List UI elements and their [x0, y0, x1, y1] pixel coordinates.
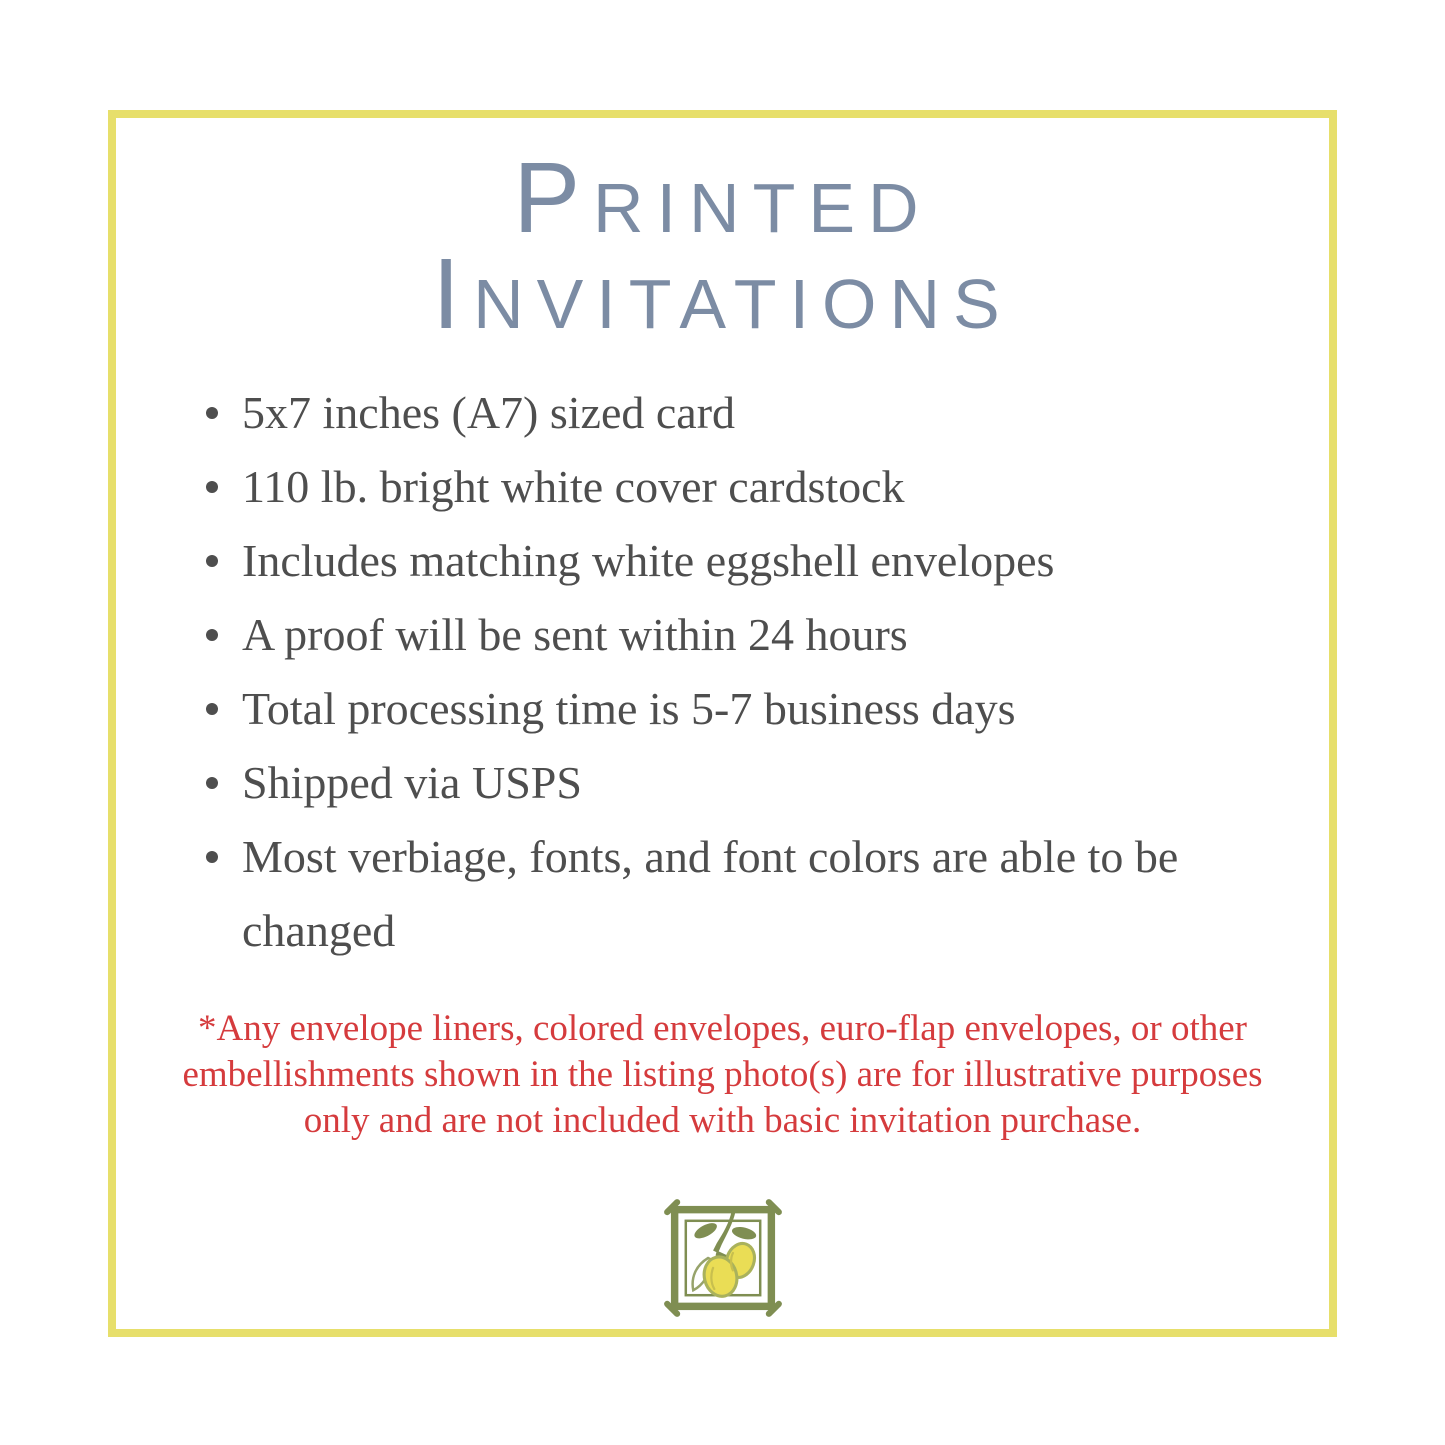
lemons-icon [700, 1240, 759, 1300]
disclaimer-line: embellishments shown in the listing photo(s) are for illustrative purposes [182, 1054, 1263, 1095]
list-item: Total processing time is 5-7 business days [206, 672, 1270, 746]
list-item: Shipped via USPS [206, 746, 1270, 820]
title-line-2: Invitations [432, 238, 1013, 350]
disclaimer-line: only and are not included with basic invitation purchase. [303, 1100, 1142, 1141]
page-title [0, 142, 1445, 350]
feature-list [206, 376, 1270, 968]
list-item: Most verbiage, fonts, and font colors are able to be changed [206, 820, 1270, 968]
list-item: 5x7 inches (A7) sized card [206, 376, 1270, 450]
list-item: 110 lb. bright white cover cardstock [206, 450, 1270, 524]
list-item: A proof will be sent within 24 hours [206, 598, 1270, 672]
list-item: Includes matching white eggshell envelopes [206, 524, 1270, 598]
disclaimer-note [120, 1006, 1325, 1144]
disclaimer-line: *Any envelope liners, colored envelopes, euro-flap envelopes, or other [198, 1008, 1247, 1049]
title-line-1: Printed [513, 142, 932, 254]
lemon-logo-icon [661, 1196, 785, 1320]
